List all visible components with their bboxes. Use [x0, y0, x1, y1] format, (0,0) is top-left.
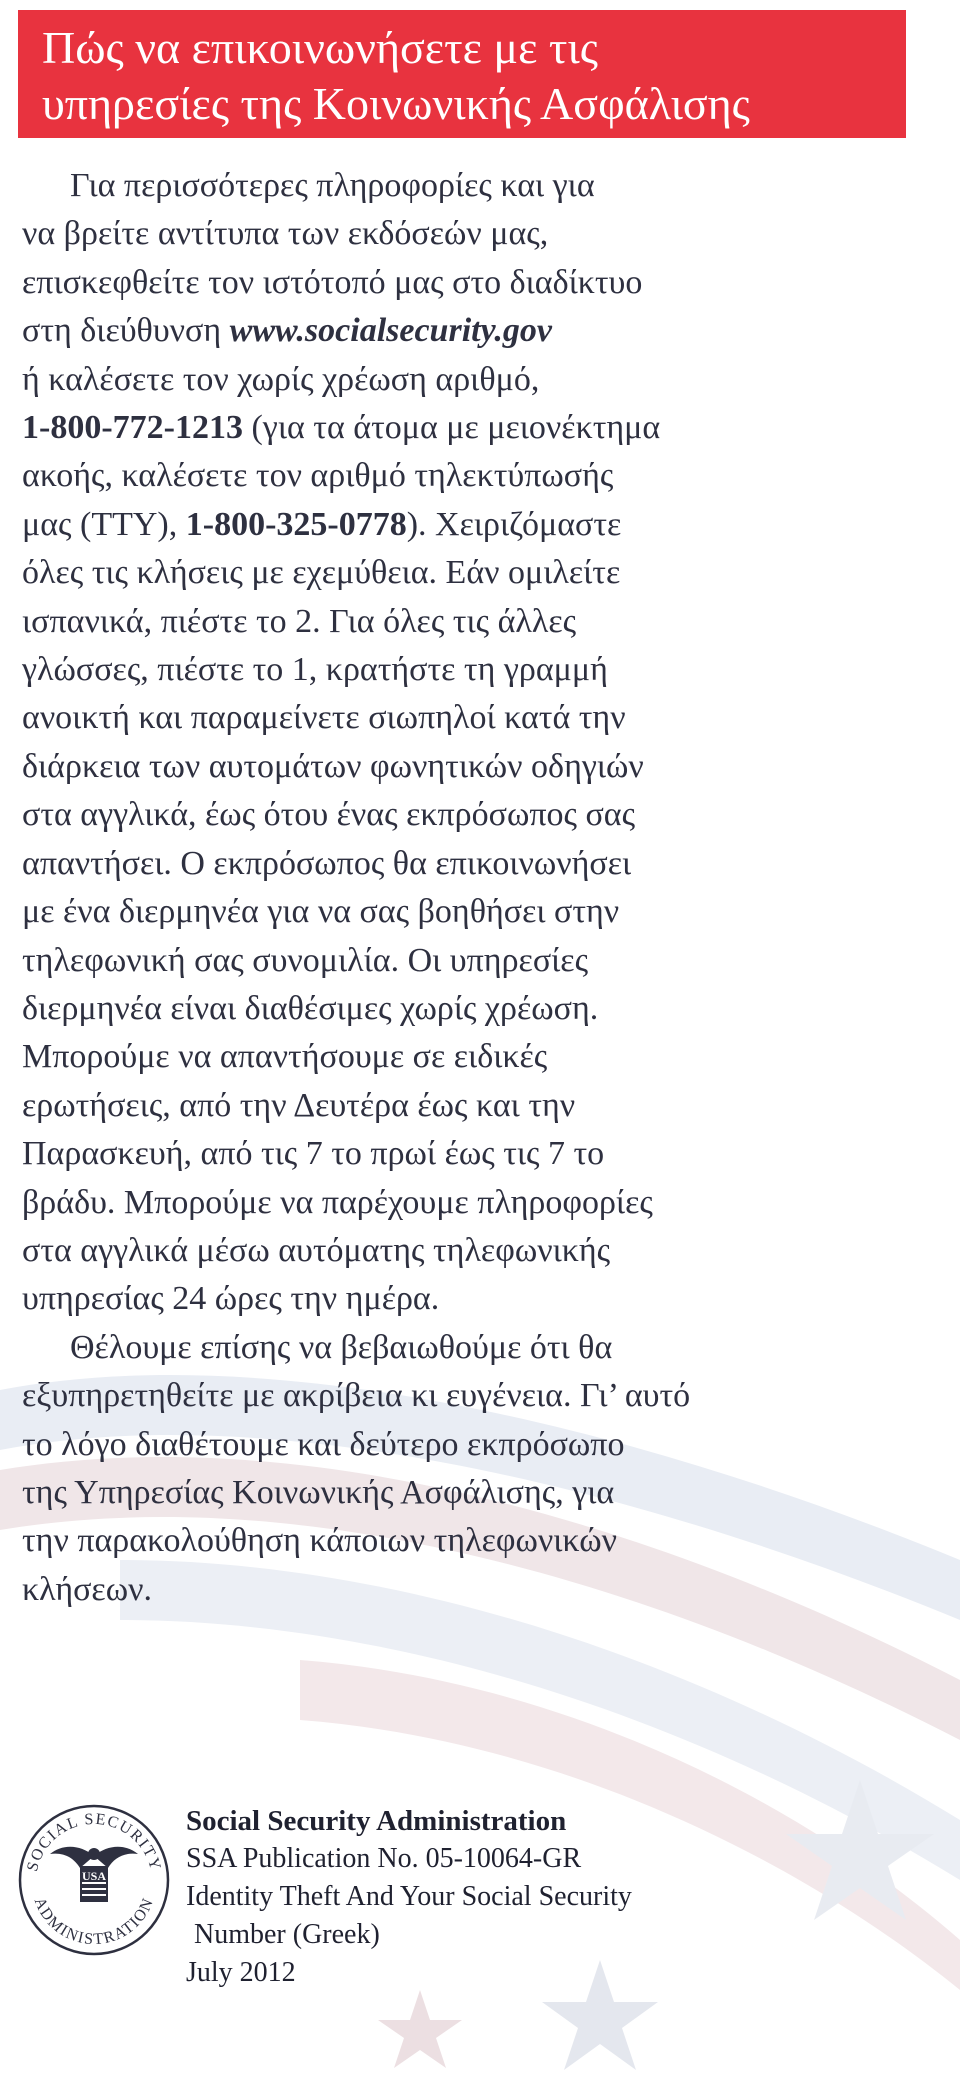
body-text	[22, 162, 922, 1614]
text-line	[22, 404, 922, 452]
text-line: ακοής, καλέσετε τον αριθμό τηλεκτύπωσής	[22, 457, 614, 495]
publication-info	[186, 1802, 632, 1992]
text-line: στα αγγλικά μέσω αυτόματης τηλεφωνικής	[22, 1231, 611, 1269]
publication-title-line-1: Identity Theft And Your Social Security	[186, 1881, 632, 1912]
text-line: ισπανικά, πιέστε το 2. Για όλες τις άλλες	[22, 602, 577, 640]
text-line: επισκεφθείτε τον ιστότοπό μας στο διαδίκτυο	[22, 263, 643, 301]
publication-title-line-2: Number (Greek)	[194, 1919, 380, 1950]
website-link[interactable]: www.socialsecurity.gov	[229, 312, 553, 350]
text-line: ανοικτή και παραμείνετε σιωπηλοί κατά την	[22, 699, 626, 737]
text-line: διερμηνέα είναι διαθέσιμες χωρίς χρέωση.	[22, 989, 599, 1027]
section-header	[18, 10, 906, 138]
star-shape	[378, 1990, 462, 2068]
text-line: να βρείτε αντίτυπα των εκδόσεών μας,	[22, 215, 549, 253]
text-line: υπηρεσίας 24 ώρες την ημέρα.	[22, 1280, 440, 1318]
publication-date: July 2012	[186, 1957, 296, 1988]
org-name: Social Security Administration	[186, 1805, 567, 1837]
text-line: εξυπηρετηθείτε με ακρίβεια κι ευγένεια. Γι’ αυτό	[22, 1377, 691, 1415]
text-line: διάρκεια των αυτομάτων φωνητικών οδηγιών	[22, 747, 644, 785]
ssa-seal-logo	[14, 1798, 174, 1958]
text-line	[22, 501, 922, 549]
svg-text:SOCIAL SECURITY	[24, 1811, 164, 1873]
text-line: Μπορούμε να απαντήσουμε σε ειδικές	[22, 1038, 548, 1076]
seal-center-text: USA	[81, 1869, 107, 1883]
text-fragment: μας (TTY),	[22, 505, 186, 543]
text-line: την παρακολούθηση κάποιων τηλεφωνικών	[22, 1522, 617, 1560]
text-line: απαντήσει. Ο εκπρόσωπος θα επικοινωνήσει	[22, 844, 632, 882]
section-title-line-2: υπηρεσίες της Κοινωνικής Ασφάλισης	[42, 78, 750, 129]
text-line: βράδυ. Μπορούμε να παρέχουμε πληροφορίες	[22, 1183, 653, 1221]
text-line: κλήσεων.	[22, 1570, 152, 1608]
text-line: το λόγο διαθέτουμε και δεύτερο εκπρόσωπο	[22, 1425, 625, 1463]
seal-bottom-text: ADMINISTRATION	[30, 1895, 158, 1949]
text-line: ή καλέσετε τον χωρίς χρέωση αριθμό,	[22, 360, 540, 398]
text-line	[22, 307, 922, 355]
text-line: με ένα διερμηνέα για να σας βοηθήσει στην	[22, 893, 620, 931]
section-title-line-1: Πώς να επικοινωνήσετε με τις	[42, 22, 598, 73]
text-line: Θέλουμε επίσης να βεβαιωθούμε ότι θα	[70, 1328, 613, 1366]
text-line: Παρασκευή, από τις 7 το πρωί έως τις 7 το	[22, 1135, 605, 1173]
section-title	[42, 20, 896, 132]
seal-top-text: SOCIAL SECURITY	[24, 1810, 164, 1874]
text-line: ερωτήσεις, από την Δευτέρα έως και την	[22, 1086, 576, 1124]
text-fragment: στη διεύθυνση	[22, 312, 230, 350]
phone-number-main[interactable]: 1-800-772-1213	[22, 409, 243, 447]
text-line: Για περισσότερες πληροφορίες και για	[70, 167, 595, 204]
text-fragment: (για τα άτομα με μειονέκτημα	[242, 409, 661, 447]
text-line: στα αγγλικά, έως ότου ένας εκπρόσωπος σας	[22, 796, 636, 834]
publication-number: SSA Publication No. 05-10064-GR	[186, 1843, 582, 1874]
text-line: της Υπηρεσίας Κοινωνικής Ασφάλισης, για	[22, 1473, 615, 1511]
text-fragment: ). Χειριζόμαστε	[406, 505, 622, 543]
phone-number-tty[interactable]: 1-800-325-0778	[185, 505, 407, 543]
text-line: τηλεφωνική σας συνομιλία. Οι υπηρεσίες	[22, 941, 589, 979]
text-line: όλες τις κλήσεις με εχεμύθεια. Εάν ομιλείτε	[22, 554, 621, 592]
contact-paragraph	[22, 162, 922, 1324]
text-line: γλώσσες, πιέστε το 1, κρατήστε τη γραμμή	[22, 651, 608, 689]
monitoring-paragraph	[22, 1324, 922, 1614]
